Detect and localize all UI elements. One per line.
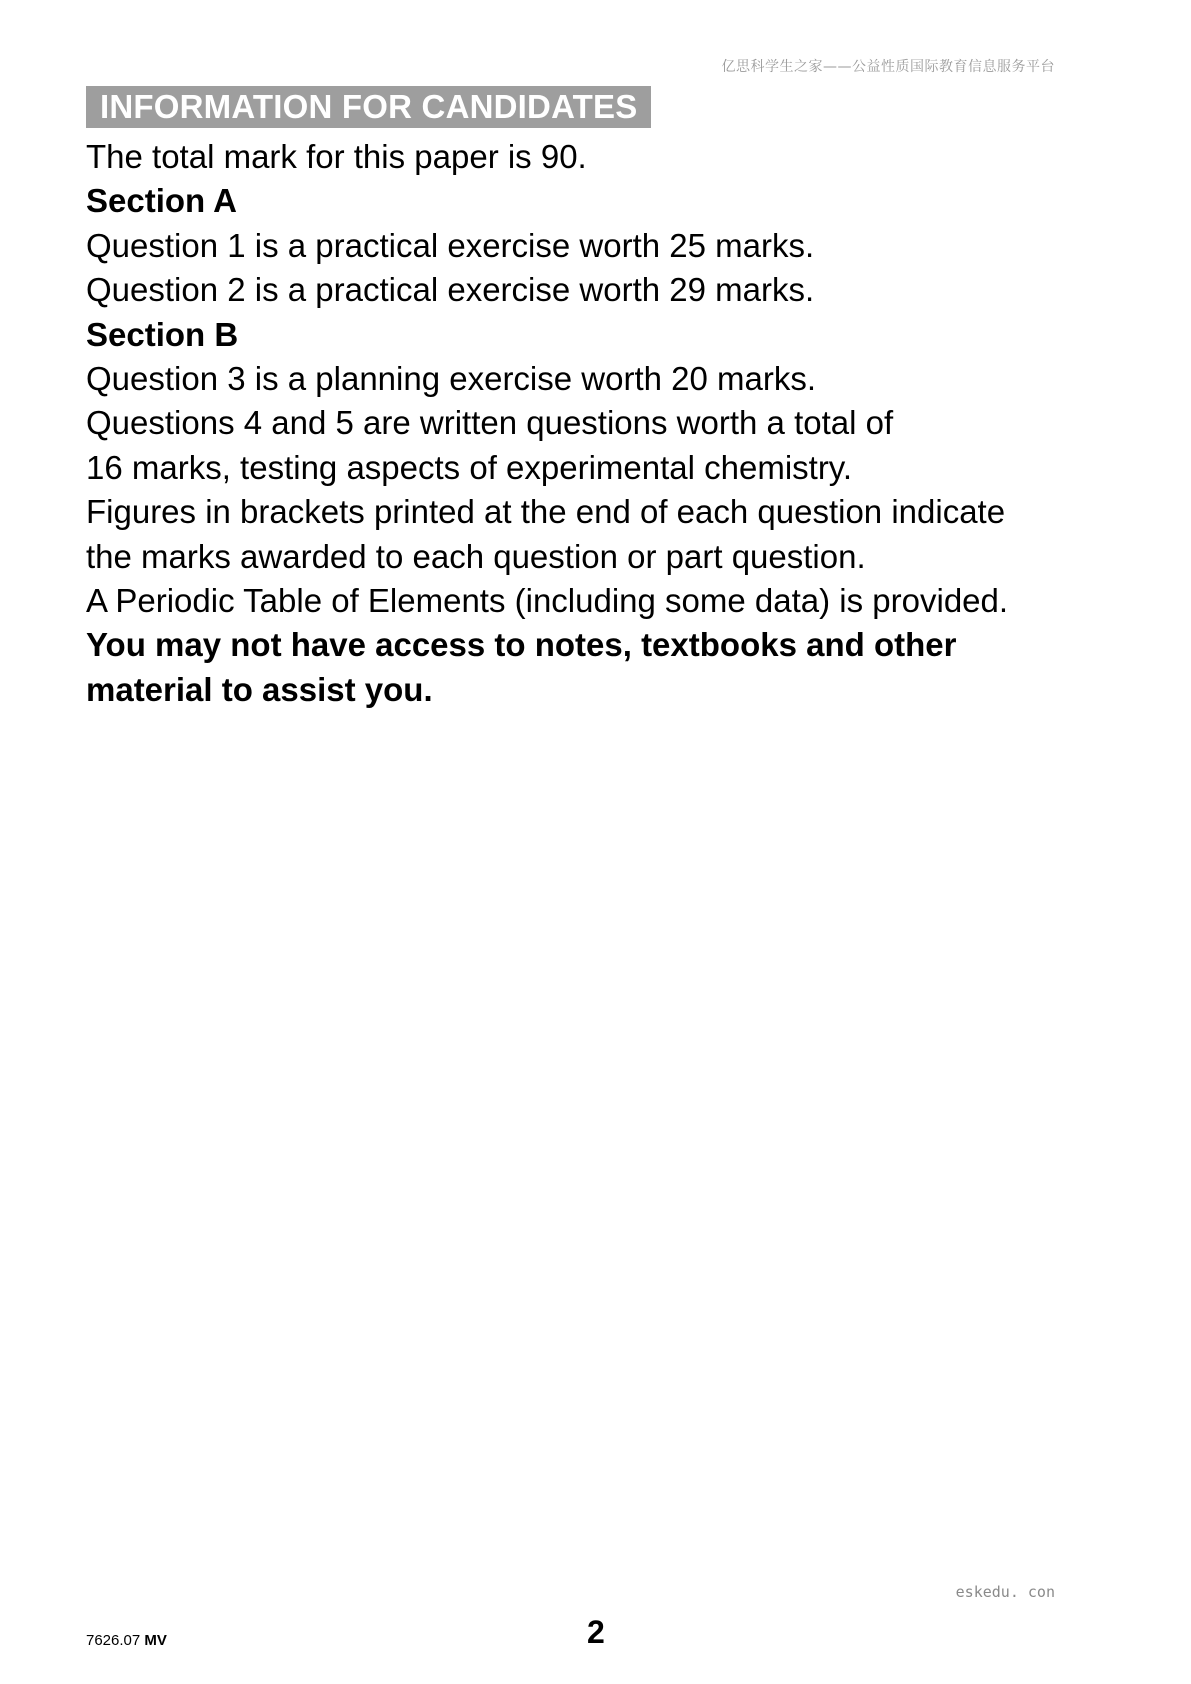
brackets-note-line-2: the marks awarded to each question or part question. [86,537,866,575]
section-a-heading: Section A [86,182,237,220]
paper-code [86,1632,167,1649]
page-number: 2 [587,1614,605,1650]
questions-4-5-line-2: 16 marks, testing aspects of experimental chemistry. [86,448,853,486]
watermark-bottom-text: eskedu. con [955,1583,1055,1601]
periodic-table-line: A Periodic Table of Elements (including some data) is provided. [86,582,1009,620]
section-b-heading: Section B [86,315,239,353]
question-1-line: Question 1 is a practical exercise worth 25 marks. [86,226,815,264]
brackets-note-line-1: Figures in brackets printed at the end of each question indicate [86,493,1006,531]
candidate-information [86,86,1116,712]
materials-warning-line-1: You may not have access to notes, textbooks and other [86,626,957,664]
section-heading: INFORMATION FOR CANDIDATES [86,86,651,128]
paper-code-suffix: MV [144,1632,167,1649]
materials-warning-line-2: material to assist you. [86,670,433,708]
question-3-line: Question 3 is a planning exercise worth 20 marks. [86,360,817,398]
paper-code-number: 7626.07 [86,1632,141,1649]
question-2-line: Question 2 is a practical exercise worth 29 marks. [86,271,815,309]
watermark-top-text: 亿思科学生之家——公益性质国际教育信息服务平台 [721,59,1055,75]
total-mark-line: The total mark for this paper is 90. [86,138,587,175]
questions-4-5-line-1: Questions 4 and 5 are written questions worth a total of [86,404,894,442]
